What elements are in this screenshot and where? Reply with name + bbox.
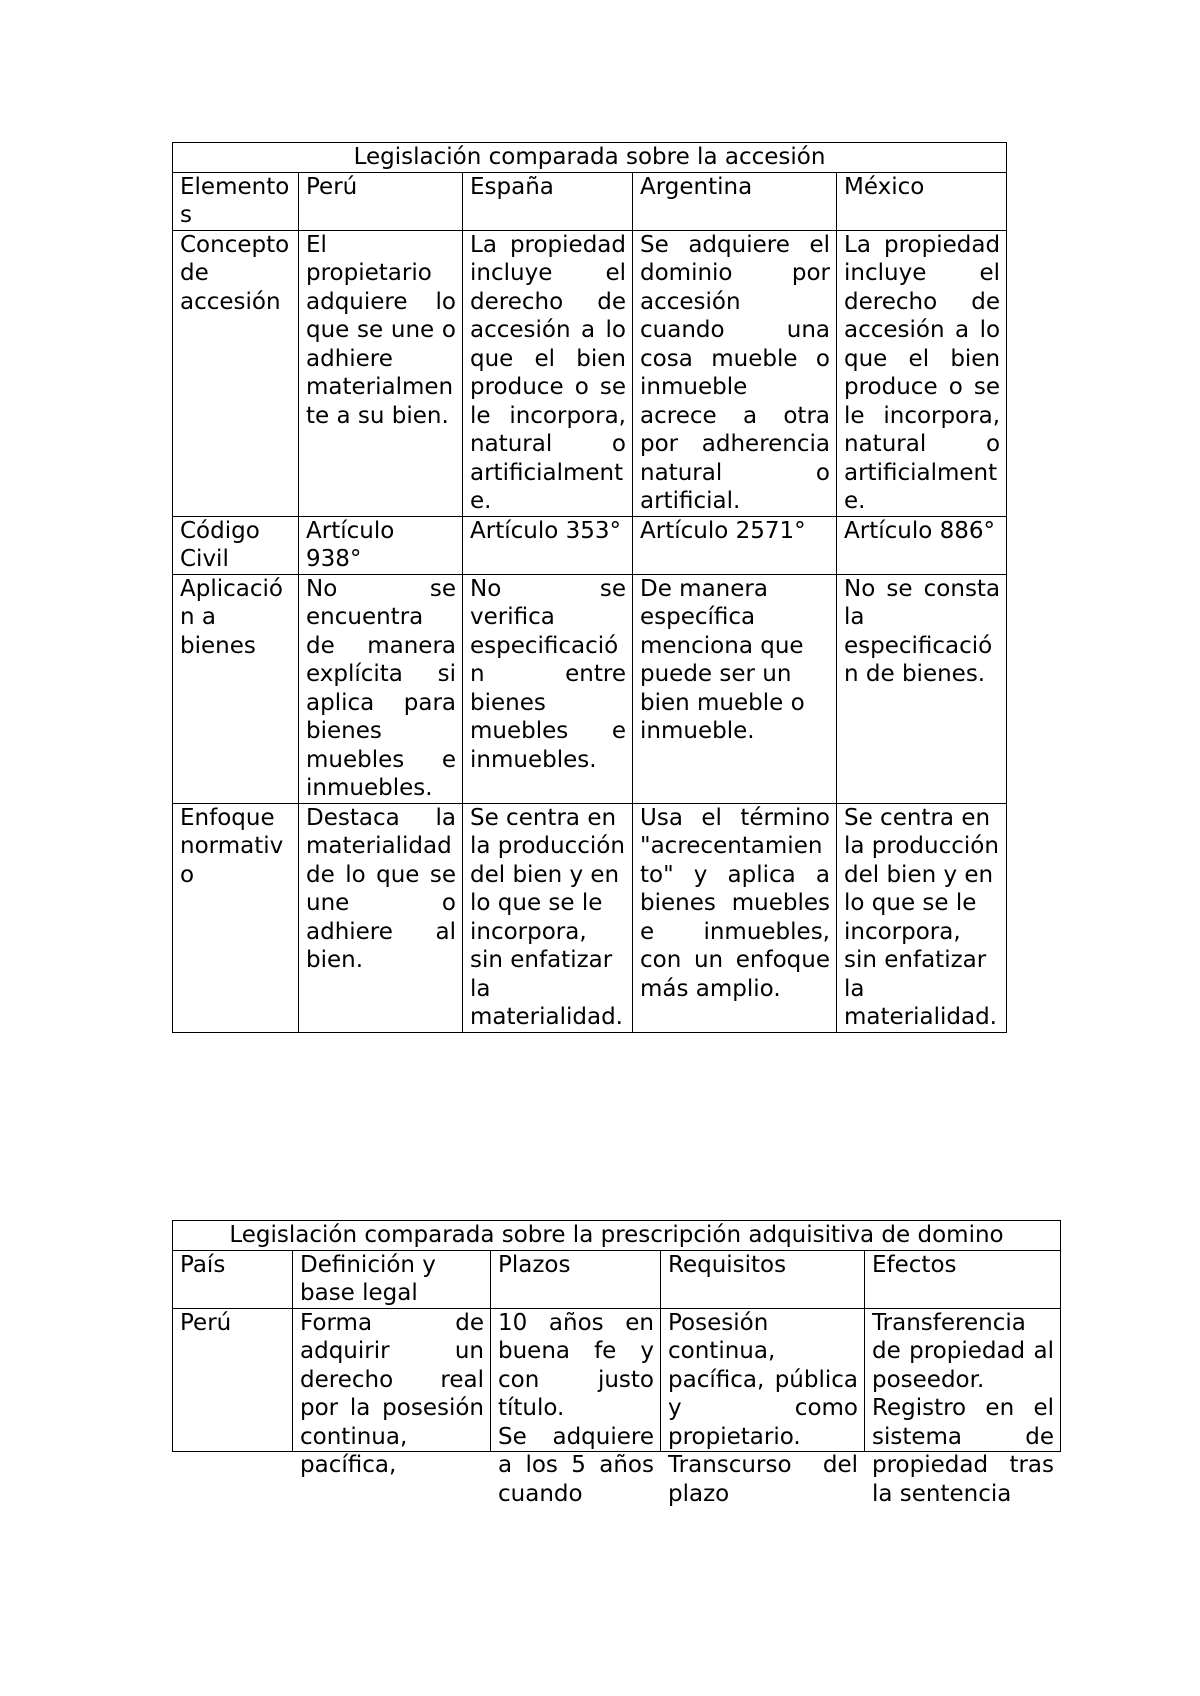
table-cell: Usa el término "acrecentamiento" y aplica a bienes muebles e inmuebles, con un enfoque más amplio. [633,803,837,1032]
table-title-row [173,143,1007,173]
table-row [173,1308,1061,1451]
header-cell-peru: Perú [299,172,463,230]
table-row [173,230,1007,516]
header-cell-plazos: Plazos [491,1250,661,1308]
prescripcion-comparison-table [172,1220,1061,1507]
header-cell-mexico: México [837,172,1007,230]
row-label-text: Perú [180,1309,232,1336]
table-cell: No se verifica especificación entre bienes muebles e inmuebles. [463,574,633,803]
table-title: Legislación comparada sobre la accesión [173,143,1007,173]
table-cell: Artículo 886° [837,516,1007,574]
plazos-paragraph: 10 años en buena fe y con justo título. [498,1309,654,1421]
table-row [173,516,1007,574]
table-header-row [173,172,1007,230]
definicion-text: Forma de adquirir un derecho real por la posesión continua, pacífica, [300,1309,484,1478]
plazos-paragraph: Se adquiere a los 5 años cuando [498,1423,654,1507]
table-cell: Se adquiere el dominio por accesión cuando una cosa mueble o inmueble acrece a otra por adherencia natural o artificial. [633,230,837,516]
requisitos-wrap [668,1309,858,1507]
row-label: Código Civil [173,516,299,574]
header-cell-requisitos: Requisitos [661,1250,865,1308]
table-cell: Destaca la materialidad de lo que se une o adhiere al bien. [299,803,463,1032]
row-label: Enfoque normativo [173,803,299,1032]
efectos-text: Transferencia de propiedad al poseedor. Registro en el sistema de propiedad tras la sentencia [872,1309,1054,1507]
row-label: Concepto de accesión [173,230,299,516]
header-cell-argentina: Argentina [633,172,837,230]
table-cell: Se centra en la producción del bien y en lo que se le incorpora, sin enfatizar la materialidad. [463,803,633,1032]
table-cell: De manera específica menciona que puede ser un bien mueble o inmueble. [633,574,837,803]
plazos-wrap [498,1309,654,1507]
table-cell: Artículo 353° [463,516,633,574]
table-title-row [173,1221,1061,1251]
table-row [173,574,1007,803]
table-cell-requisitos [661,1308,865,1507]
table-cell-definicion [293,1308,491,1478]
table-cell: Se centra en la producción del bien y en lo que se le incorpora, sin enfatizar la materialidad. [837,803,1007,1032]
header-cell-definicion: Definición y base legal [293,1250,491,1308]
table-row [173,803,1007,1032]
table-cell-plazos [491,1308,661,1507]
table-cell: Artículo 2571° [633,516,837,574]
table-header-row [173,1250,1061,1308]
table-cell: La propiedad incluye el derecho de accesión a lo que el bien produce o se le incorpora, natural o artificialmente. [463,230,633,516]
header-cell-efectos: Efectos [865,1250,1061,1308]
accesion-comparison-table [172,142,1007,1033]
table-cell: No se encuentra de manera explícita si aplica para bienes muebles e inmuebles. [299,574,463,803]
header-cell-pais: País [173,1250,293,1308]
header-cell-espana: España [463,172,633,230]
table-cell-efectos [865,1308,1061,1507]
row-label: Aplicación a bienes [173,574,299,803]
table-cell: La propiedad incluye el derecho de accesión a lo que el bien produce o se le incorpora, natural o artificialmente. [837,230,1007,516]
table-title: Legislación comparada sobre la prescripción adquisitiva de domino [173,1221,1061,1251]
requisitos-paragraph: Transcurso del plazo [668,1452,858,1507]
table-cell: El propietario adquiere lo que se une o adhiere materialmente a su bien. [299,230,463,516]
table-cell: No se consta la especificación de bienes. [837,574,1007,803]
header-cell-elementos: Elementos [173,172,299,230]
table-cell: Artículo 938° [299,516,463,574]
row-label [173,1308,293,1451]
requisitos-paragraph: Posesión continua, pacífica, pública y como propietario. [668,1309,858,1450]
